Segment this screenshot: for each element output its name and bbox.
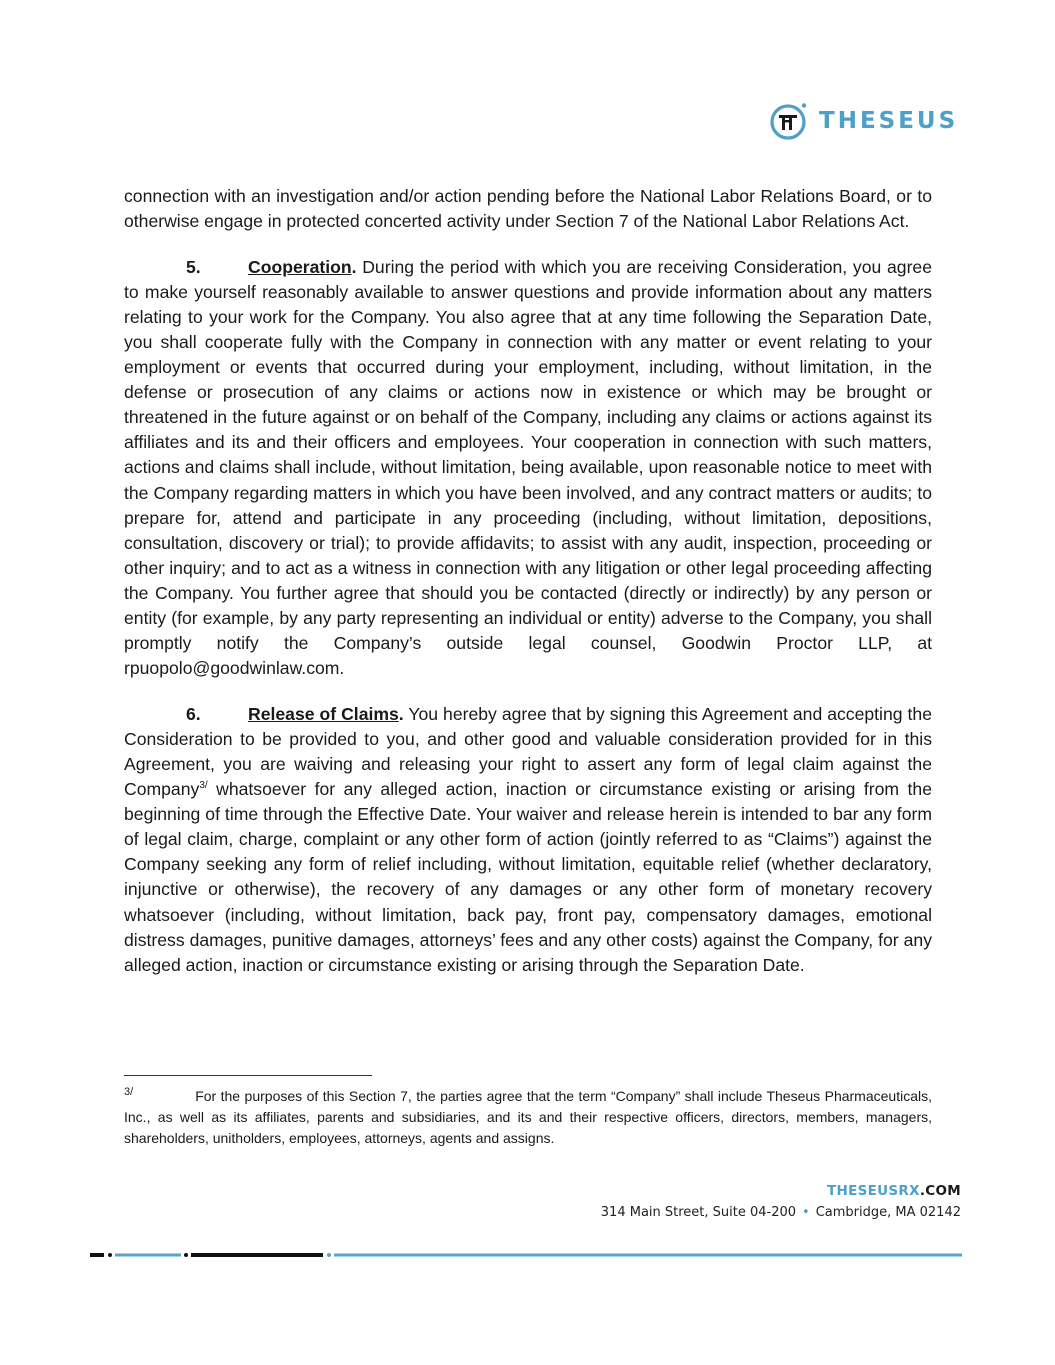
footnote [124, 1086, 932, 1149]
footer-bar-accent-segment [115, 1254, 181, 1257]
paragraph-intro: connection with an investigation and/or action pending before the National Labor Relations Board, or to otherwise engage in protected concerted activity under Section 7 of the National Labor Relations Act. [124, 186, 932, 232]
document-body [124, 184, 932, 998]
postal-address [601, 1205, 961, 1220]
section-6-text-before: You hereby agree that by signing this Agreement and accepting the Consideration to be provided to you, and other good and valuable consideration provided for in this Agreement, you are waiving and releasing your right to assert any form of legal claim against the Company [124, 703, 932, 800]
company-logo [769, 101, 958, 141]
footer-bar-dot [327, 1253, 331, 1257]
section-5-heading-punct: . [351, 256, 357, 277]
section-5-text: During the period with which you are receiving Consideration, you agree to make yourself reasonably available to answer questions and provide information about any matters relating to your work for the Company. You also agree that at any time following the Separation Date, you shall cooperate fully with the Company in connection with any matter or event relating to your employment or events that occurred during your employment, including, without limitation, in the defense or prosecution of any claims or actions now in existence or which may be brought or threatened in the future against or on behalf of the Company, including any claims or actions against its affiliates and its and their officers and employees. Your cooperation in connection with such matters, actions and claims shall include, without limitation, being available, upon reasonable notice to meet with the Company regarding matters in which you have been involved, and any contract matters or audits; to prepare for, attend and participate in any proceeding (including, without limitation, depositions, consultation, discovery or trial); to provide affidavits; to assist with any audit, inspection, proceeding or other inquiry; and to act as a witness in connection with any litigation or other legal proceeding affecting the Company. You further agree that should you be contacted (directly or indirectly) by any person or entity (for example, by any party representing an individual or entity) adverse to the Company, you shall promptly notify the Company’s outside legal counsel, Goodwin Proctor LLP, at rpuopolo@goodwinlaw.com. [124, 256, 932, 679]
website-main: THESEUSRX [826, 1183, 920, 1199]
website-tld: .COM [919, 1183, 961, 1199]
address-separator: • [802, 1205, 810, 1220]
address-city: Cambridge, MA 02142 [815, 1205, 961, 1220]
section-6-text-after: whatsoever for any alleged action, inaction or circumstance existing or arising from the beginning of time through the Effective Date. Your waiver and release herein is intended to bar any form of legal claim, charge, complaint or any other form of action (jointly referred to as “Claims”) against the Company seeking any form of relief including, without limitation, equitable relief (whether declaratory, injunctive or otherwise), the recovery of any damages or any other form of monetary recovery whatsoever (including, without limitation, back pay, front pay, compensatory damages, emotional distress damages, punitive damages, attorneys’ fees and any other costs) against the Company, for any alleged action, inaction or circumstance existing or arising through the Separation Date. [124, 779, 932, 975]
footnote-text: For the purposes of this Section 7, the parties agree that the term “Company” shall include Theseus Pharmaceuticals, Inc., as well as its affiliates, parents and subsidiaries, and its and their respective officers, directors, members, managers, shareholders, unitholders, employees, attorneys, agents and assigns. [124, 1088, 932, 1146]
address-street: 314 Main Street, Suite 04-200 [600, 1205, 797, 1220]
footer-bar-dark-segment [90, 1253, 104, 1257]
footer-bar-dark-segment [191, 1253, 323, 1257]
footer-bar-accent-segment [334, 1254, 962, 1257]
footnote-divider [124, 1075, 372, 1076]
footnote-reference: 3/ [199, 780, 208, 792]
theseus-logo-icon [769, 101, 809, 141]
website-address [827, 1183, 961, 1199]
section-6-release-of-claims [124, 702, 932, 978]
footer-bar-dot [108, 1253, 112, 1257]
section-6-number: 6. [186, 703, 201, 724]
section-6-heading-punct: . [398, 703, 404, 724]
section-5-cooperation [124, 255, 932, 682]
section-5-heading: Cooperation [248, 256, 352, 277]
footer-decorative-bar [90, 1251, 962, 1259]
section-5-number: 5. [186, 256, 201, 277]
logo-wordmark: THESEUS [819, 108, 959, 134]
footnote-mark: 3/ [124, 1086, 134, 1098]
footer-bar-dot [184, 1253, 188, 1257]
section-6-heading: Release of Claims [248, 703, 399, 724]
